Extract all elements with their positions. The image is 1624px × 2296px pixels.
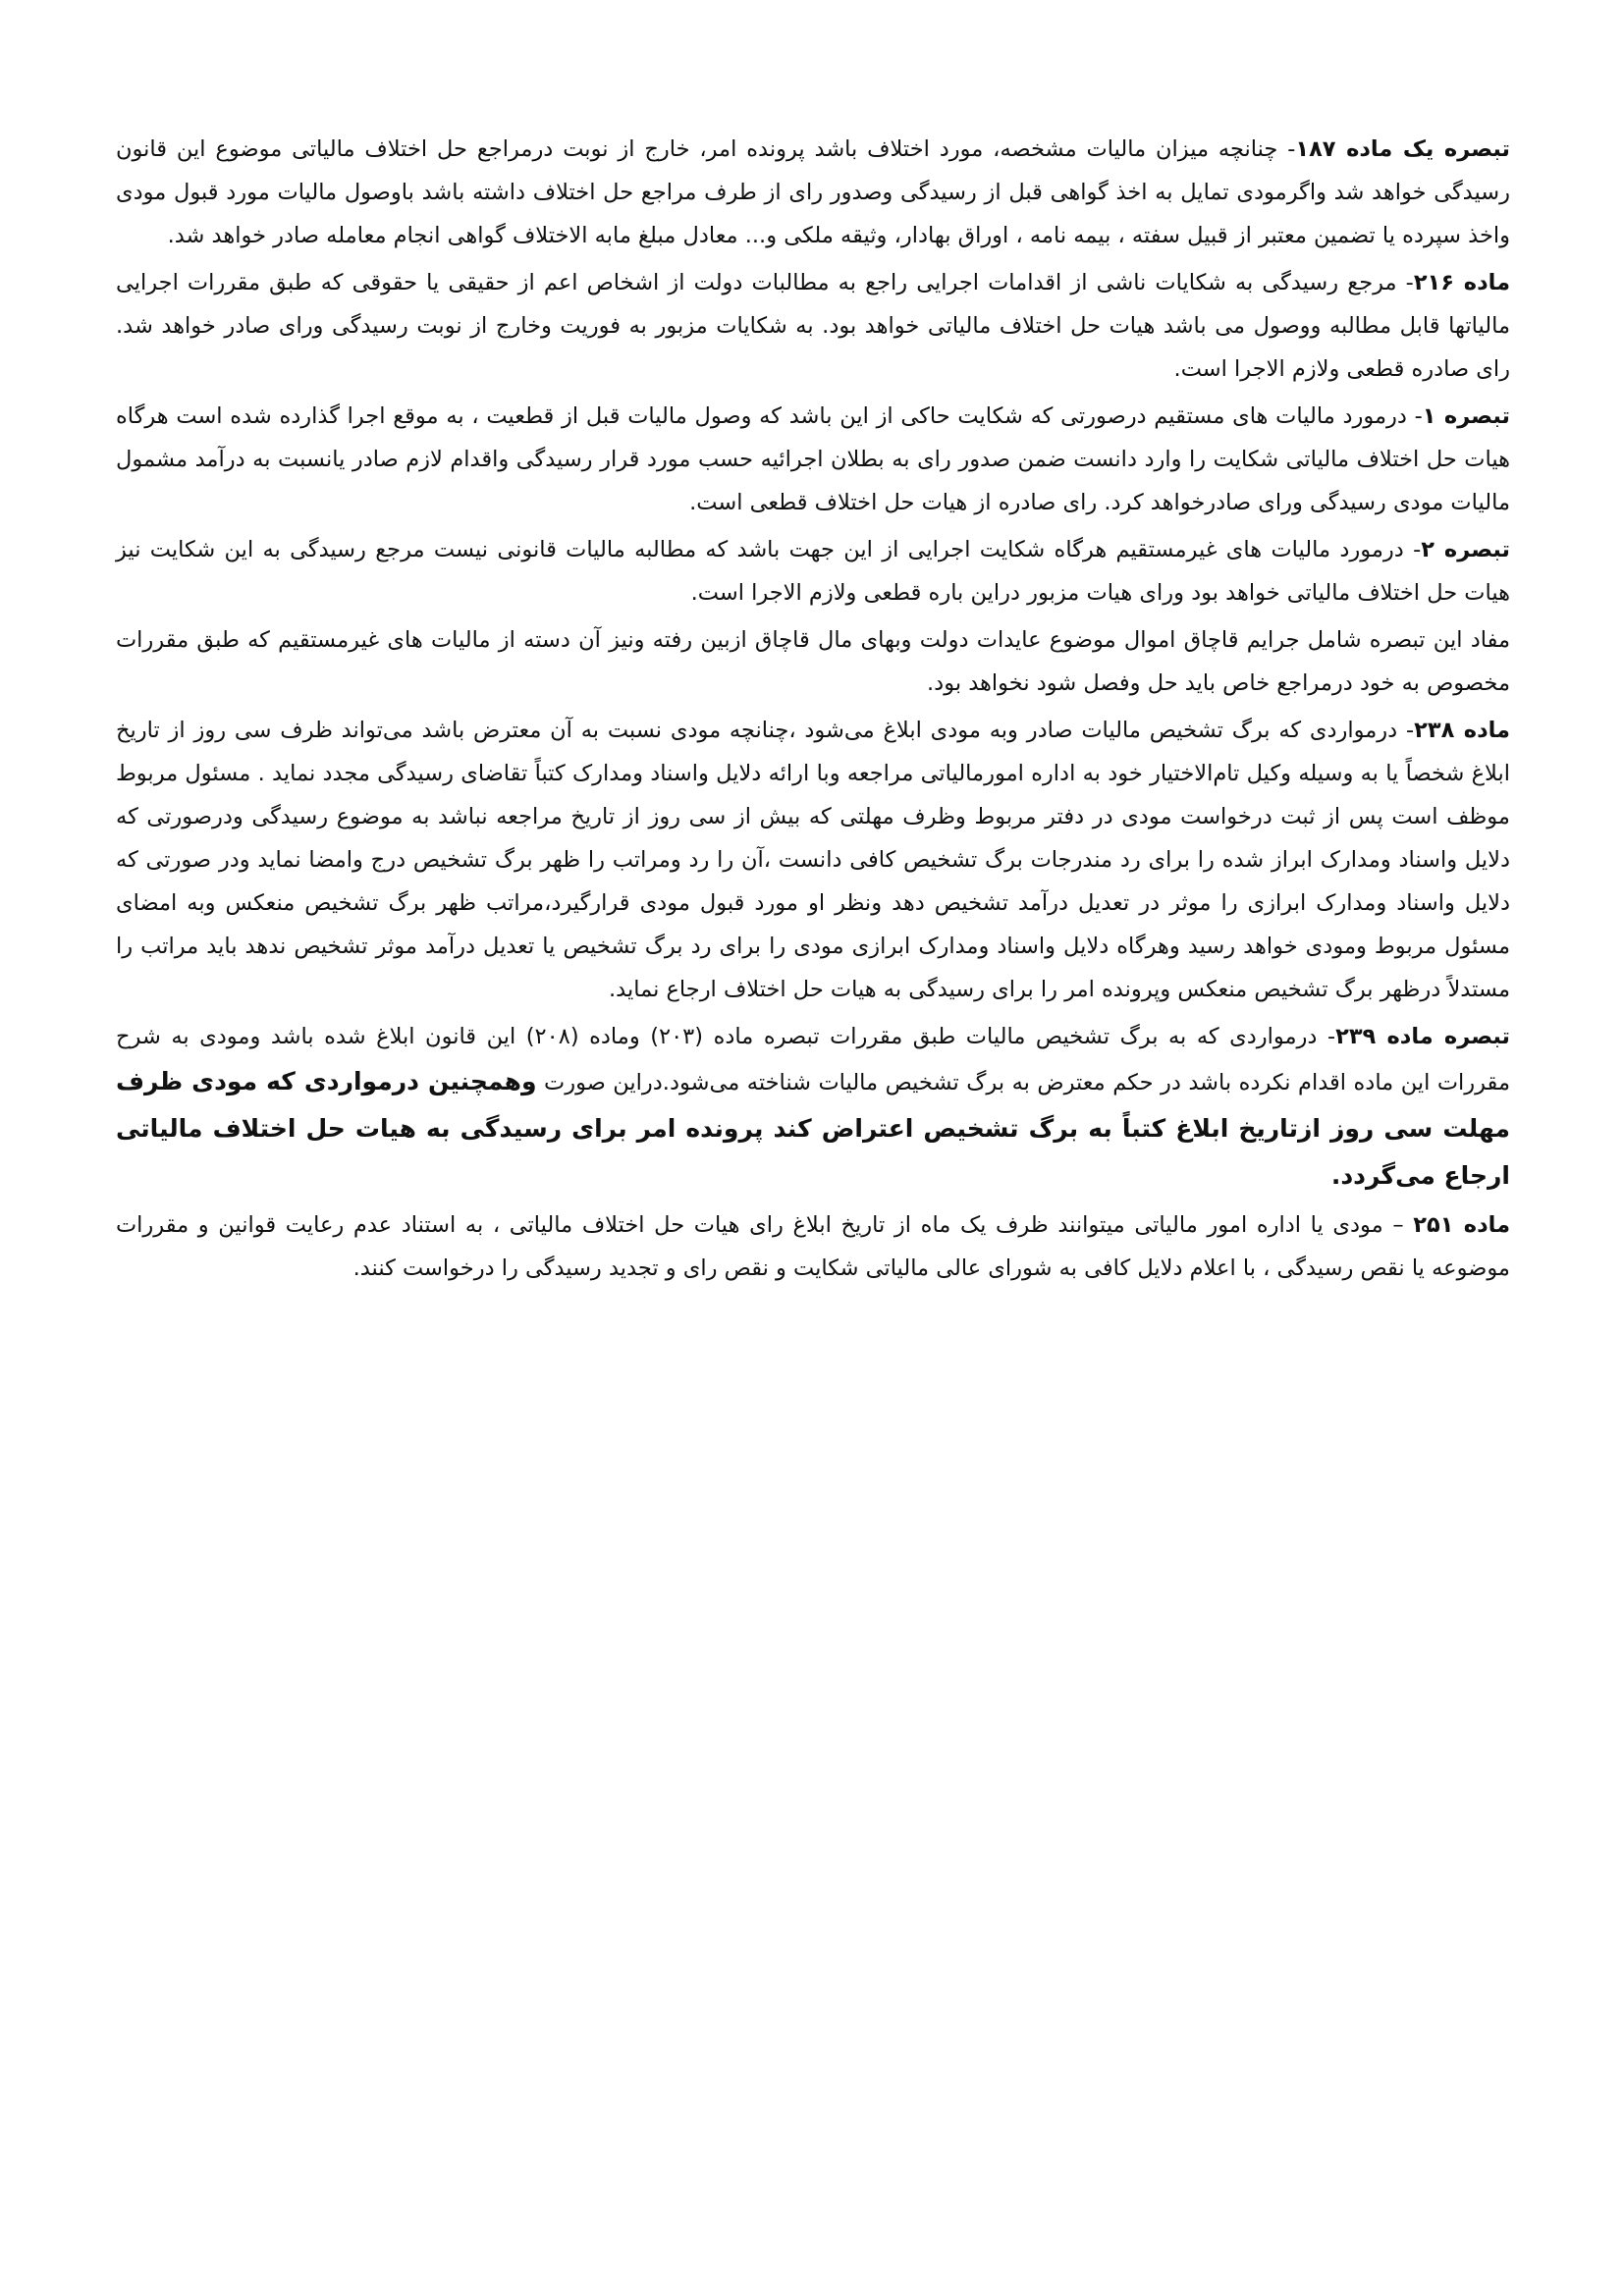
paragraph-text: مفاد این تبصره شامل جرایم قاچاق اموال موضوع عایدات دولت وبهای مال قاچاق ازبین رفته ونیز آن دسته از مالیات های غیرمستقیم که طبق مقررات مخصوص به خود درمراجع خاص باید حل وفصل شود نخواهد بود. <box>116 627 1510 696</box>
paragraph-heading: تبصره ۲ <box>1421 537 1510 562</box>
paragraph-text: - درمورد مالیات های مستقیم درصورتی که شکایت حاکی از این باشد که وصول مالیات قبل از قطعیت ، به موقع اجرا گذارده شده است هرگاه هیات حل اختلاف مالیاتی شکایت را وارد دانست ضمن صدور رای به بطلان اجرائیه حسب مورد قرار رسیدگی واقدام لازم صادر یانسبت به درآمد مشمول مالیات مودی رسیدگی ورای صادرخواهد کرد. رای صادره از هیات حل اختلاف قطعی است. <box>116 403 1510 515</box>
paragraph-emphasis: وهمچنین درمواردی که مودی ظرف مهلت سی روز ازتاریخ ابلاغ کتباً به برگ تشخیص اعتراض کند پرونده امر برای رسیدگی به هیات حل اختلاف مالیاتی ارجاع می‌گردد. <box>116 1067 1510 1190</box>
paragraph-text: - مرجع رسیدگی به شکایات ناشی از اقدامات اجرایی راجع به مطالبات دولت از اشخاص اعم از حقیقی یا حقوقی که طبق مقررات اجرایی مالیاتها قابل مطالبه ووصول می باشد هیات حل اختلاف مالیاتی خواهد بود. به شکایات مزبور به فوریت وخارج از نوبت رسیدگی ورای صادر خواهد شد. رای صادره قطعی ولازم الاجرا است. <box>116 270 1510 382</box>
paragraph-text: - درمواردی که برگ تشخیص مالیات صادر وبه مودی ابلاغ می‌شود ،چنانچه مودی نسبت به آن معترض باشد می‌تواند ظرف سی روز از تاریخ ابلاغ شخصاً یا به وسیله وکیل تام‌الاختیار خود به اداره امورمالیاتی مراجعه وبا ارائه دلایل واسناد ومدارک کتباً تقاضای رسیدگی مجدد نماید . مسئول مربوط موظف است پس از ثبت درخواست مودی در دفتر مربوط وظرف مهلتی که بیش از سی روز از تاریخ مراجعه نباشد به موضوع رسیدگی ودرصورتی که دلایل واسناد ومدارک ابراز شده را برای رد مندرجات برگ تشخیص کافی دانست ،آن را رد ومراتب را ظهر برگ تشخیص درج وامضا نماید ودر صورتی که دلایل واسناد ومدارک ابرازی را موثر در تعدیل درآمد تشخیص دهد ونظر او مورد قبول مودی قرارگیرد،مراتب ظهر برگ تشخیص منعکس وبه امضای مسئول مربوط ومودی خواهد رسید وهرگاه دلایل واسناد ومدارک ابرازی مودی را برای رد برگ تشخیص یا تعدیل درآمد موثر تشخیص ندهد باید مراتب را مستدلاً درظهر برگ تشخیص منعکس وپرونده امر را برای رسیدگی به هیات حل اختلاف ارجاع نماید. <box>116 718 1510 1002</box>
paragraph-article-251 <box>116 1203 1510 1290</box>
paragraph-text: – مودی یا اداره امور مالیاتی میتوانند ظرف یک ماه از تاریخ ابلاغ رای هیات حل اختلاف مالیاتی ، به استناد عدم رعایت قوانین و مقررات موضوعه یا نقص رسیدگی ، با اعلام دلایل کافی به شورای عالی مالیاتی شکایت و نقص رای و تجدید رسیدگی را درخواست کنند. <box>116 1212 1510 1281</box>
paragraph-heading: ماده ۲۳۸ <box>1414 718 1510 743</box>
paragraph-note-article-187 <box>116 128 1510 257</box>
paragraph-heading: تبصره یک ماده ۱۸۷ <box>1295 136 1511 162</box>
paragraph-text: - درمورد مالیات های غیرمستقیم هرگاه شکایت اجرایی از این جهت باشد که مطالبه مالیات قانونی نیست مرجع رسیدگی به این شکایت نیز هیات حل اختلاف مالیاتی خواهد بود ورای هیات مزبور دراین باره قطعی ولازم الاجرا است. <box>116 537 1510 606</box>
paragraph-article-216 <box>116 261 1510 391</box>
paragraph-text: - درمواردی که به برگ تشخیص مالیات طبق مقررات تبصره ماده (۲۰۳) وماده (۲۰۸) این قانون ابلاغ شده باشد ومودی به شرح مقررات این ماده اقدام نکرده باشد در حکم معترض به برگ تشخیص مالیات شناخته می‌شود.دراین صورت <box>116 1024 1510 1095</box>
paragraph-article-238 <box>116 709 1510 1011</box>
paragraph-heading: ماده ۲۵۱ <box>1413 1212 1511 1238</box>
paragraph-text: - چنانچه میزان مالیات مشخصه، مورد اختلاف باشد پرونده امر، خارج از نوبت درمراجع حل اختلاف مالیاتی موضوع این قانون رسیدگی خواهد شد واگرمودی تمایل به اخذ گواهی قبل از رسیدگی وصدور رای از طرف مراجع حل اختلاف داشته باشد باوصول مالیات مورد قبول مودی واخذ سپرده یا تضمین معتبر از قبیل سفته ، بیمه نامه ، اوراق بهادار، وثیقه ملکی و... معادل مبلغ مابه الاختلاف گواهی انجام معامله صادر خواهد شد. <box>116 136 1510 248</box>
paragraph-note-2 <box>116 528 1510 614</box>
paragraph-scope-note <box>116 618 1510 705</box>
document-page <box>116 128 1510 1294</box>
paragraph-note-article-239 <box>116 1015 1510 1200</box>
paragraph-heading: ماده ۲۱۶ <box>1413 270 1511 295</box>
paragraph-note-1 <box>116 395 1510 524</box>
paragraph-heading: تبصره ماده ۲۳۹ <box>1335 1024 1511 1049</box>
paragraph-heading: تبصره ۱ <box>1422 403 1510 429</box>
